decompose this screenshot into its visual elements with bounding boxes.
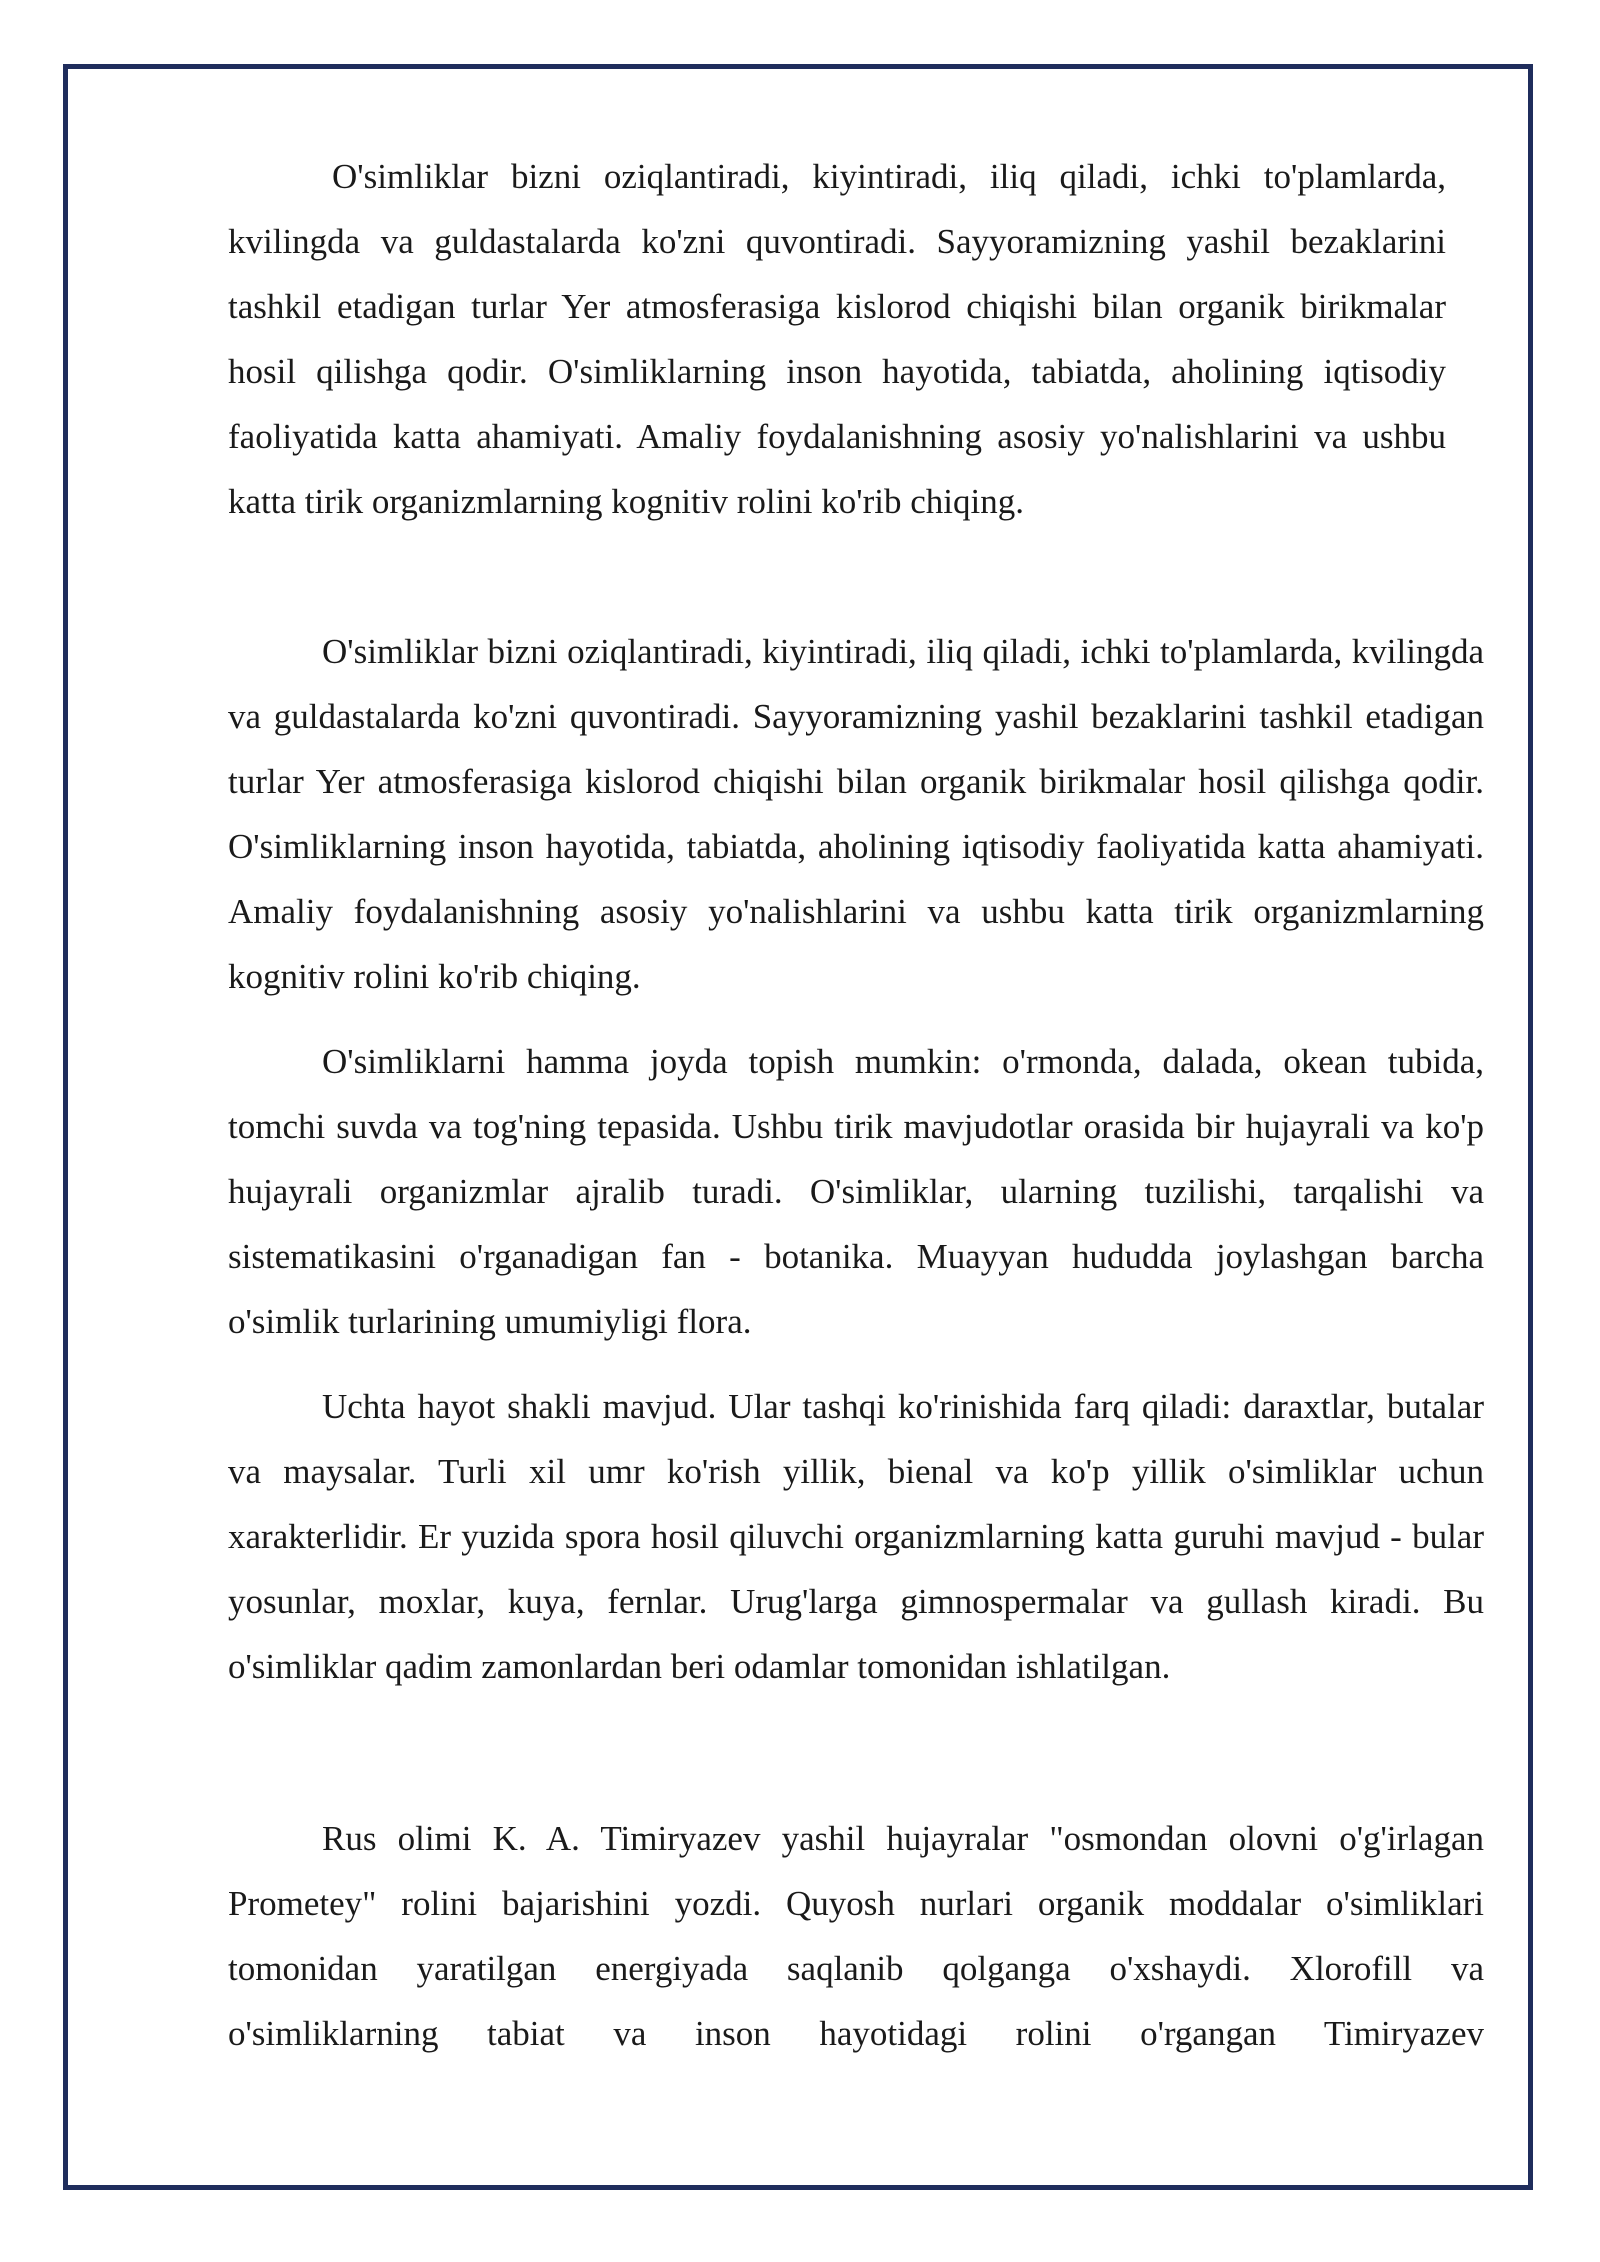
paragraph-3: O'simliklarni hamma joyda topish mumkin: o'rmonda, dalada, okean tubida, tomchi suvda va tog'ning tepasida. Ushbu tirik mavjudotlar orasida bir hujayrali va ko'p hujayrali organizmlar ajralib turadi. O'simliklar, ularning tuzilishi, tarqalishi va sistematikasini o'rganadigan fan - botanika. Muayyan hududda joylashgan barcha o'simlik turlarining umumiyligi flora. [228,1042,1484,1341]
paragraph-4: Uchta hayot shakli mavjud. Ular tashqi ko'rinishida farq qiladi: daraxtlar, butalar va maysalar. Turli xil umr ko'rish yillik, bienal va ko'p yillik o'simliklar uchun xarakterlidir. Er yuzida spora hosil qiluvchi organizmlarning katta guruhi mavjud - bular yosunlar, moxlar, kuya, fernlar. Urug'larga gimnospermalar va gullash kiradi. Bu o'simliklar qadim zamonlardan beri odamlar tomonidan ishlatilgan. [228,1387,1484,1686]
paragraph-5: Rus olimi K. A. Timiryazev yashil hujayralar "osmondan olovni o'g'irlagan Prometey" rolini bajarishini yozdi. Quyosh nurlari organik moddalar o'simliklari tomonidan yaratilgan energiyada saqlanib qolganga o'xshaydi. Xlorofill va o'simliklarning tabiat va inson hayotidagi rolini o'rgangan Timiryazev [228,1819,1484,2053]
paragraph-2: O'simliklar bizni oziqlantiradi, kiyintiradi, iliq qiladi, ichki to'plamlarda, kvilingda va guldastalarda ko'zni quvontiradi. Sayyoramizning yashil bezaklarini tashkil etadigan turlar Yer atmosferasiga kislorod chiqishi bilan organik birikmalar hosil qilishga qodir. O'simliklarning inson hayotida, tabiatda, aholining iqtisodiy faoliyatida katta ahamiyati. Amaliy foydalanishning asosiy yo'nalishlarini va ushbu katta tirik organizmlarning kognitiv rolini ko'rib chiqing. [228,632,1484,996]
paragraph-1: O'simliklar bizni oziqlantiradi, kiyintiradi, iliq qiladi, ichki to'plamlarda, kvilingda va guldastalarda ko'zni quvontiradi. Sayyoramizning yashil bezaklarini tashkil etadigan turlar Yer atmosferasiga kislorod chiqishi bilan organik birikmalar hosil qilishga qodir. O'simliklarning inson hayotida, tabiatda, aholining iqtisodiy faoliyatida katta ahamiyati. Amaliy foydalanishning asosiy yo'nalishlarini va ushbu katta tirik organizmlarning kognitiv rolini ko'rib chiqing. [228,157,1446,521]
